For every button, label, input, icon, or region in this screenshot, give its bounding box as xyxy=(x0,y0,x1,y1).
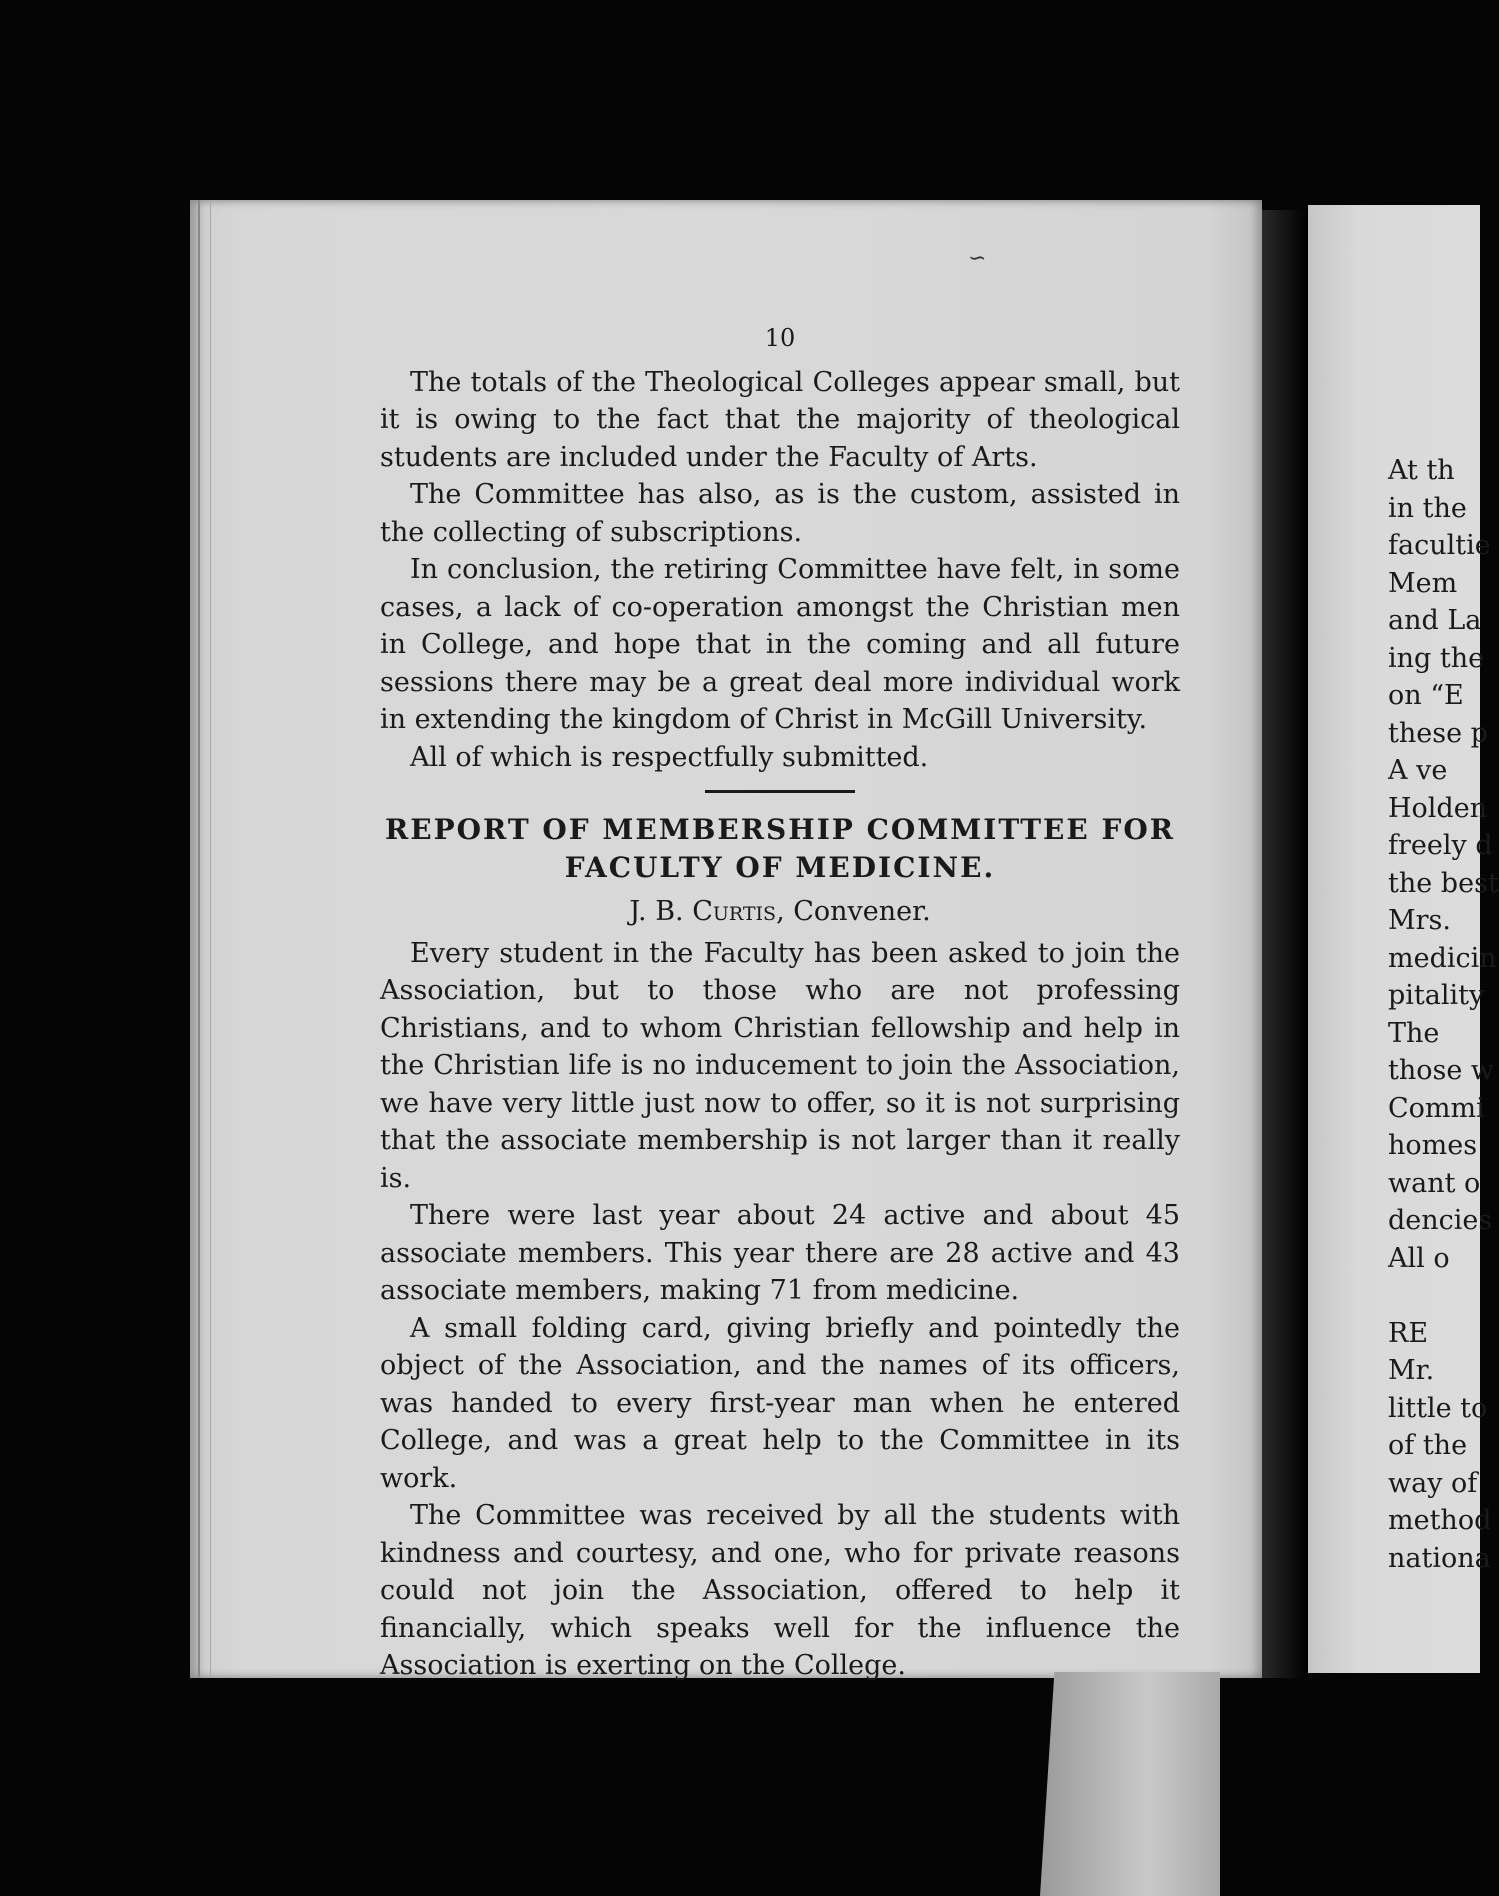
report-heading xyxy=(380,811,1180,887)
right-page-line: pitality xyxy=(1388,980,1485,1011)
paper-tab xyxy=(1040,1672,1220,1896)
right-page-line: want o xyxy=(1388,1167,1481,1199)
paragraph: A small folding card, giving briefly and pointedly the object of the Association, and the names of its officers, was handed to every first-year man when he entered College, and was a great help to the Committee in its work. xyxy=(380,1312,1180,1494)
right-page-line: Mrs. xyxy=(1388,905,1451,936)
byline-role: , Convener. xyxy=(776,896,931,927)
right-page-fragments xyxy=(1388,452,1499,1577)
report-byline xyxy=(380,893,1180,931)
paragraph: There were last year about 24 active and about 45 associate members. This year there are 28 active and 43 associate members, making 71 from medicine. xyxy=(380,1200,1180,1306)
right-page-line: method xyxy=(1388,1505,1492,1536)
right-page-line: these p xyxy=(1388,717,1488,749)
right-page-line: facultie xyxy=(1388,530,1491,561)
right-page-line: in the xyxy=(1388,492,1467,524)
right-page-line: At th xyxy=(1388,455,1455,486)
right-page-line: medicin xyxy=(1388,942,1497,974)
paragraph: The Committee has also, as is the custom, assisted in the collecting of subscriptions. xyxy=(380,479,1180,548)
paragraph: The Committee was received by all the students with kindness and courtesy, and one, who for private reasons could not join the Association, offered to help it financially, which speaks well for the influence the Association is exerting on the College. xyxy=(380,1500,1180,1681)
paragraph: All of which is respectfully submitted. xyxy=(410,741,929,773)
right-page-line: nationa xyxy=(1388,1542,1491,1574)
report-heading-line1: REPORT OF MEMBERSHIP COMMITTEE FOR xyxy=(384,813,1176,846)
ink-mark: ∽ xyxy=(968,246,987,271)
right-page-line: way of xyxy=(1388,1467,1478,1499)
right-page-line: little to xyxy=(1388,1392,1488,1424)
byline-initials: J. B. xyxy=(629,896,693,927)
right-page-line: and La xyxy=(1388,605,1482,636)
report-heading-line2: FACULTY OF MEDICINE. xyxy=(564,851,996,884)
right-page-line: Commi xyxy=(1388,1092,1485,1124)
paragraph: Every student in the Faculty has been asked to join the Association, but to those who are not professing Christians, and to whom Christian fellowship and help in the Christian life is no inducement to join the Association, we have very little just now to offer, so it is not surprising that the associate membership is not larger than it really is. xyxy=(380,937,1180,1194)
right-page-line: dencies xyxy=(1388,1205,1493,1236)
right-page-line: of the xyxy=(1388,1430,1468,1461)
byline-name: Curtis xyxy=(692,896,777,927)
right-page-line: the best xyxy=(1388,867,1499,899)
right-page-line: A ve xyxy=(1388,755,1448,786)
paragraph: In conclusion, the retiring Committee have felt, in some cases, a lack of co-operation amongst the Christian men in College, and hope that in the coming and all future sessions there may be a great deal more individual work in extending the kingdom of Christ in McGill University. xyxy=(380,554,1180,735)
book-gutter xyxy=(1262,210,1308,1678)
right-page-line: RE xyxy=(1388,1317,1429,1349)
page-number: 10 xyxy=(764,324,796,352)
page-content xyxy=(380,320,1180,1685)
right-page-line: those w xyxy=(1388,1055,1495,1086)
section-divider xyxy=(705,790,855,793)
right-page-line: homes xyxy=(1388,1130,1478,1161)
right-page-line: Holden xyxy=(1388,792,1488,824)
right-page-line: freely d xyxy=(1388,830,1493,861)
right-page-line: ing the xyxy=(1388,642,1485,674)
right-page-line: Mem xyxy=(1388,567,1458,599)
right-page-line: The xyxy=(1388,1017,1440,1049)
right-page-line: All o xyxy=(1388,1242,1450,1274)
right-page-line: on “E xyxy=(1388,680,1464,711)
paragraph: The totals of the Theological Colleges appear small, but it is owing to the fact that the majority of theological students are included under the Faculty of Arts. xyxy=(380,366,1180,473)
right-page-line: Mr. xyxy=(1388,1355,1435,1386)
